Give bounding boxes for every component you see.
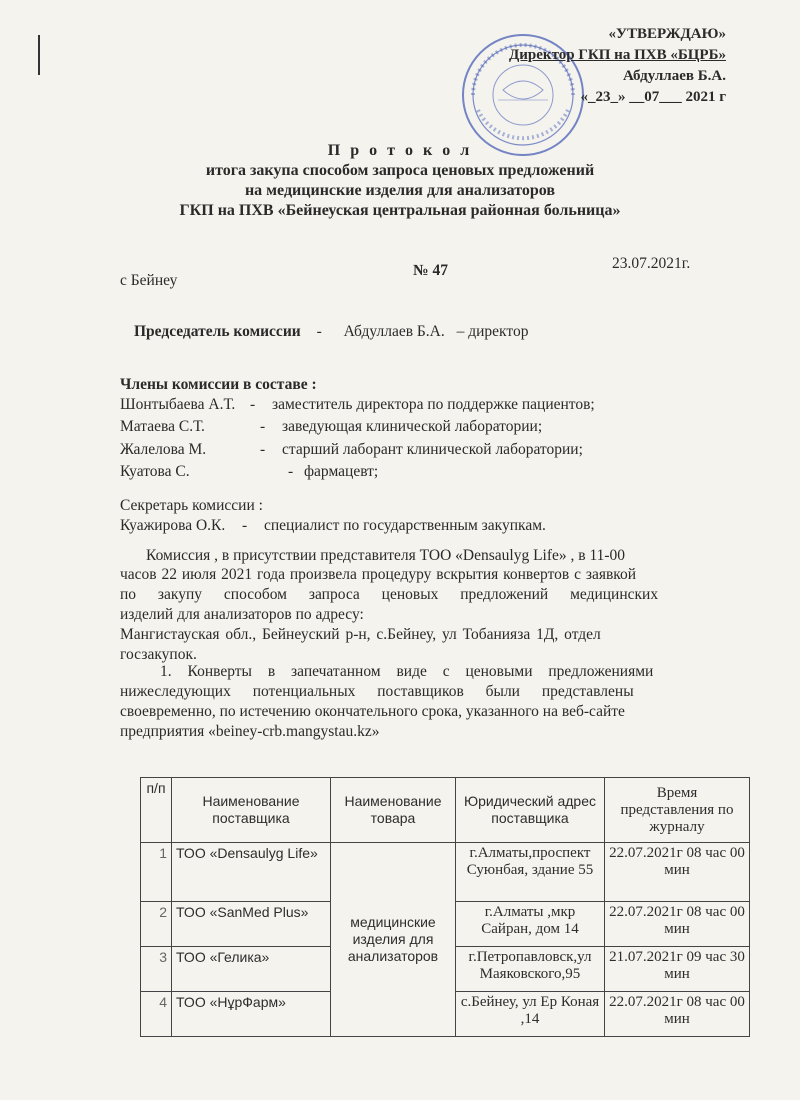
row-time: 22.07.2021г 08 час 00 мин bbox=[605, 843, 750, 902]
row-address: г.Алматы ,мкр Сайран, дом 14 bbox=[456, 902, 605, 947]
suppliers-table bbox=[140, 777, 750, 1037]
row-address: г.Алматы,проспект Суюнбая, здание 55 bbox=[456, 843, 605, 902]
col-header-number: п/п bbox=[141, 778, 172, 843]
member-name: Куатова С. bbox=[120, 463, 190, 480]
row-number: 1 bbox=[141, 843, 172, 902]
secretary-dash: - bbox=[242, 517, 248, 534]
title-protocol: П р о т о к о л bbox=[327, 142, 473, 159]
row-number: 3 bbox=[141, 947, 172, 992]
row-goods: медицинские изделия для анализаторов bbox=[331, 843, 456, 1037]
member-dash: - bbox=[260, 441, 266, 458]
table-header-row bbox=[141, 778, 750, 843]
approval-name: Абдуллаев Б.А. bbox=[622, 68, 726, 84]
title-line-3: на медицинские изделия для анализаторов bbox=[244, 182, 556, 199]
body-text-line: часов 22 июля 2021 года произвела процедуру вскрытия конвертов с заявкой bbox=[120, 566, 637, 583]
document-title bbox=[100, 141, 700, 221]
row-address: с.Бейнеу, ул Ер Коная ,14 bbox=[456, 992, 605, 1037]
chair-role: – директор bbox=[456, 323, 529, 340]
row-time: 22.07.2021г 08 час 00 мин bbox=[605, 992, 750, 1037]
col-header-time: Время представления по журналу bbox=[605, 778, 750, 843]
member-row bbox=[120, 396, 595, 414]
row-supplier: ТОО «НұрФарм» bbox=[172, 992, 331, 1037]
table-row bbox=[141, 843, 750, 902]
row-time: 22.07.2021г 08 час 00 мин bbox=[605, 902, 750, 947]
body-text-line: Мангистауская обл., Бейнеуский р-н, с.Бейнеу, ул Тобанияза 1Д, отдел bbox=[120, 626, 601, 643]
member-role: заместитель директора по поддержке пациентов; bbox=[272, 396, 595, 413]
col-header-address: Юридический адрес поставщика bbox=[456, 778, 605, 843]
col-header-supplier: Наименование поставщика bbox=[172, 778, 331, 843]
member-role: старший лаборант клинической лаборатории; bbox=[282, 441, 583, 458]
member-row bbox=[120, 463, 378, 481]
secretary-row bbox=[120, 517, 546, 535]
approval-date: «_23_» __07___ 2021 г bbox=[580, 89, 726, 105]
secretary-label: Секретарь комиссии : bbox=[120, 497, 263, 514]
body-text-line: изделий для анализаторов по адресу: bbox=[120, 606, 364, 623]
member-dash: - bbox=[288, 463, 294, 480]
secretary-name: Куажирова О.К. bbox=[120, 517, 226, 534]
row-address: г.Петропавловск,ул Маяковского,95 bbox=[456, 947, 605, 992]
member-name: Шонтыбаева А.Т. bbox=[120, 396, 236, 413]
place: с Бейнеу bbox=[120, 272, 178, 289]
member-dash: - bbox=[250, 396, 256, 413]
protocol-date: 23.07.2021г. bbox=[612, 255, 691, 272]
approval-position: Директор ГКП на ПХВ «БЦРБ» bbox=[508, 47, 726, 63]
chair-label: Председатель комиссии bbox=[134, 323, 301, 340]
protocol-number: № 47 bbox=[413, 262, 448, 279]
row-supplier: ТОО «Гелика» bbox=[172, 947, 331, 992]
title-line-4: ГКП на ПХВ «Бейнеуская центральная районная больница» bbox=[179, 202, 621, 219]
members-label: Члены комиссии в составе : bbox=[120, 376, 317, 393]
body-text-line: предприятия «beiney-crb.mangystau.kz» bbox=[120, 723, 380, 740]
row-number: 4 bbox=[141, 992, 172, 1037]
title-line-2: итога закупа способом запроса ценовых предложений bbox=[205, 162, 595, 179]
row-time: 21.07.2021г 09 час 30 мин bbox=[605, 947, 750, 992]
body-text-line: нижеследующих потенциальных поставщиков были представлены bbox=[120, 683, 634, 700]
row-supplier: ТОО «Densaulyg Life» bbox=[172, 843, 331, 902]
body-text-line: 1. Конверты в запечатанном виде с ценовыми предложениями bbox=[160, 663, 654, 680]
row-number: 2 bbox=[141, 902, 172, 947]
body-text-line: госзакупок. bbox=[120, 646, 197, 663]
body-text-line: Комиссия , в присутствии представителя ТОО «Densaulyg Life» , в 11-00 bbox=[146, 547, 626, 564]
member-row bbox=[120, 441, 583, 459]
chair-name: Абдуллаев Б.А. bbox=[343, 323, 445, 340]
col-header-goods: Наименование товара bbox=[331, 778, 456, 843]
body-text-line: своевременно, по истечению окончательного срока, указанного на веб-сайте bbox=[120, 703, 625, 720]
member-name: Матаева С.Т. bbox=[120, 418, 205, 435]
margin-mark bbox=[38, 35, 40, 75]
body-text-line: по закупу способом запроса ценовых предложений медицинских bbox=[120, 586, 659, 603]
member-role: заведующая клинической лаборатории; bbox=[282, 418, 543, 435]
member-row bbox=[120, 418, 542, 436]
approval-block bbox=[509, 24, 726, 108]
approval-heading: «УТВЕРЖДАЮ» bbox=[608, 26, 726, 42]
secretary-role: специалист по государственным закупкам. bbox=[264, 517, 546, 534]
member-role: фармацевт; bbox=[304, 463, 379, 480]
member-dash: - bbox=[260, 418, 266, 435]
chair-dash: - bbox=[316, 323, 322, 340]
row-supplier: ТОО «SanMed Plus» bbox=[172, 902, 331, 947]
member-name: Жалелова М. bbox=[120, 441, 207, 458]
chair-row bbox=[134, 323, 528, 341]
